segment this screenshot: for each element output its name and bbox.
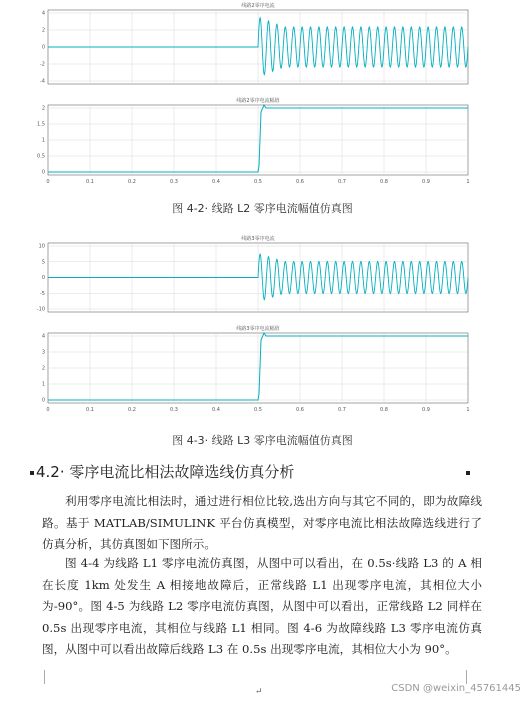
x-tick-label: 0.6 [296, 407, 304, 413]
x-tick-label: 0.7 [338, 179, 346, 185]
x-tick-label: 0.1 [86, 407, 94, 413]
plot-title: 线路2零序电流幅值 [236, 98, 280, 104]
y-tick-label: 0 [41, 44, 45, 51]
x-tick-label: 1 [466, 179, 470, 185]
x-tick-label: 1 [466, 407, 470, 413]
line-chart-current-l3 [32, 233, 472, 318]
line-chart-amplitude-l3 [32, 323, 472, 415]
section-heading: 4.2· 零序电流比相法故障选线仿真分析 [36, 463, 295, 481]
x-tick-label: 0.3 [170, 179, 178, 185]
y-tick-label: 3 [41, 349, 45, 356]
plot-title: 线路2零序电流 [241, 3, 275, 9]
top-plot [32, 0, 472, 90]
x-tick-label: 0 [46, 407, 50, 413]
figure-caption: 图 4-3· 线路 L3 零序电流幅值仿真图 [172, 434, 353, 447]
y-tick-label: 0 [41, 169, 45, 176]
y-tick-label: 10 [38, 243, 45, 250]
y-tick-label: -5 [40, 290, 45, 297]
x-tick-label: 0.5 [254, 407, 262, 413]
y-tick-label: 1.5 [37, 121, 45, 128]
bullet-mark [466, 471, 470, 475]
x-tick-label: 0.4 [212, 407, 220, 413]
y-tick-label: 4 [41, 333, 45, 340]
x-tick-label: 0.4 [212, 179, 220, 185]
y-tick-label: 0 [41, 275, 45, 282]
plot-title: 线路3零序电流幅值 [236, 326, 280, 332]
bottom-plot [32, 95, 472, 187]
paragraph: 利用零序电流比相法时，通过进行相位比较,选出方向与其它不同的，即为故障线路。基于 MATLAB/SIMULINK 平台仿真模型，对零序电流比相法故障选线进行了仿真分析，其仿真图如下图所示。 [42, 494, 482, 552]
y-tick-label: 4 [41, 10, 45, 17]
x-tick-label: 0.8 [380, 179, 388, 185]
plot-title: 线路3零序电流 [241, 236, 275, 242]
paragraph-mark: ↵ [255, 687, 263, 697]
x-tick-label: 0.7 [338, 407, 346, 413]
page-corner-mark [466, 670, 481, 684]
y-tick-label: -2 [40, 61, 45, 68]
y-tick-label: 1 [41, 137, 45, 144]
y-tick-label: 2 [41, 105, 45, 112]
top-plot [32, 233, 472, 318]
y-tick-label: 0.5 [37, 153, 45, 160]
watermark: CSDN @weixin_45761445 [391, 683, 521, 694]
x-tick-label: 0.9 [422, 179, 430, 185]
page-corner-mark [30, 670, 45, 684]
x-tick-label: 0 [46, 179, 50, 185]
x-tick-label: 0.5 [254, 179, 262, 185]
bullet-mark [30, 471, 34, 475]
y-tick-label: -4 [40, 78, 45, 85]
line-chart-amplitude-l2 [32, 95, 472, 187]
y-tick-label: 2 [41, 27, 45, 34]
y-tick-label: 1 [41, 381, 45, 388]
x-tick-label: 0.2 [128, 179, 136, 185]
paragraph: 图 4-4 为线路 L1 零序电流仿真图，从图中可以看出，在 0.5s·线路 L3 的 A 相在长度 1km 处发生 A 相接地故障后，正常线路 L1 出现零序电流，其相位大小为-90°。图 4-5 为线路 L2 零序电流仿真图，从图中可以看出，正常线路 L2 同样在 0.5s 出现零序电流，其相位与线路 L1 相同。图 4-6 为故障线路 L3 零序电流仿真图，从图中可以看出故障后线路 L3 在 0.5s 出现零序电流，其相位大小为 90°。 [42, 556, 482, 657]
x-tick-label: 0.1 [86, 179, 94, 185]
y-tick-label: 2 [41, 365, 45, 372]
y-tick-label: 5 [41, 259, 45, 266]
x-tick-label: 0.8 [380, 407, 388, 413]
x-tick-label: 0.3 [170, 407, 178, 413]
figure-caption: 图 4-2· 线路 L2 零序电流幅值仿真图 [172, 202, 353, 215]
x-tick-label: 0.6 [296, 179, 304, 185]
bottom-plot [32, 323, 472, 415]
x-tick-label: 0.2 [128, 407, 136, 413]
line-chart-current-l2 [32, 0, 472, 90]
y-tick-label: 0 [41, 397, 45, 404]
y-tick-label: -10 [36, 306, 45, 313]
x-tick-label: 0.9 [422, 407, 430, 413]
